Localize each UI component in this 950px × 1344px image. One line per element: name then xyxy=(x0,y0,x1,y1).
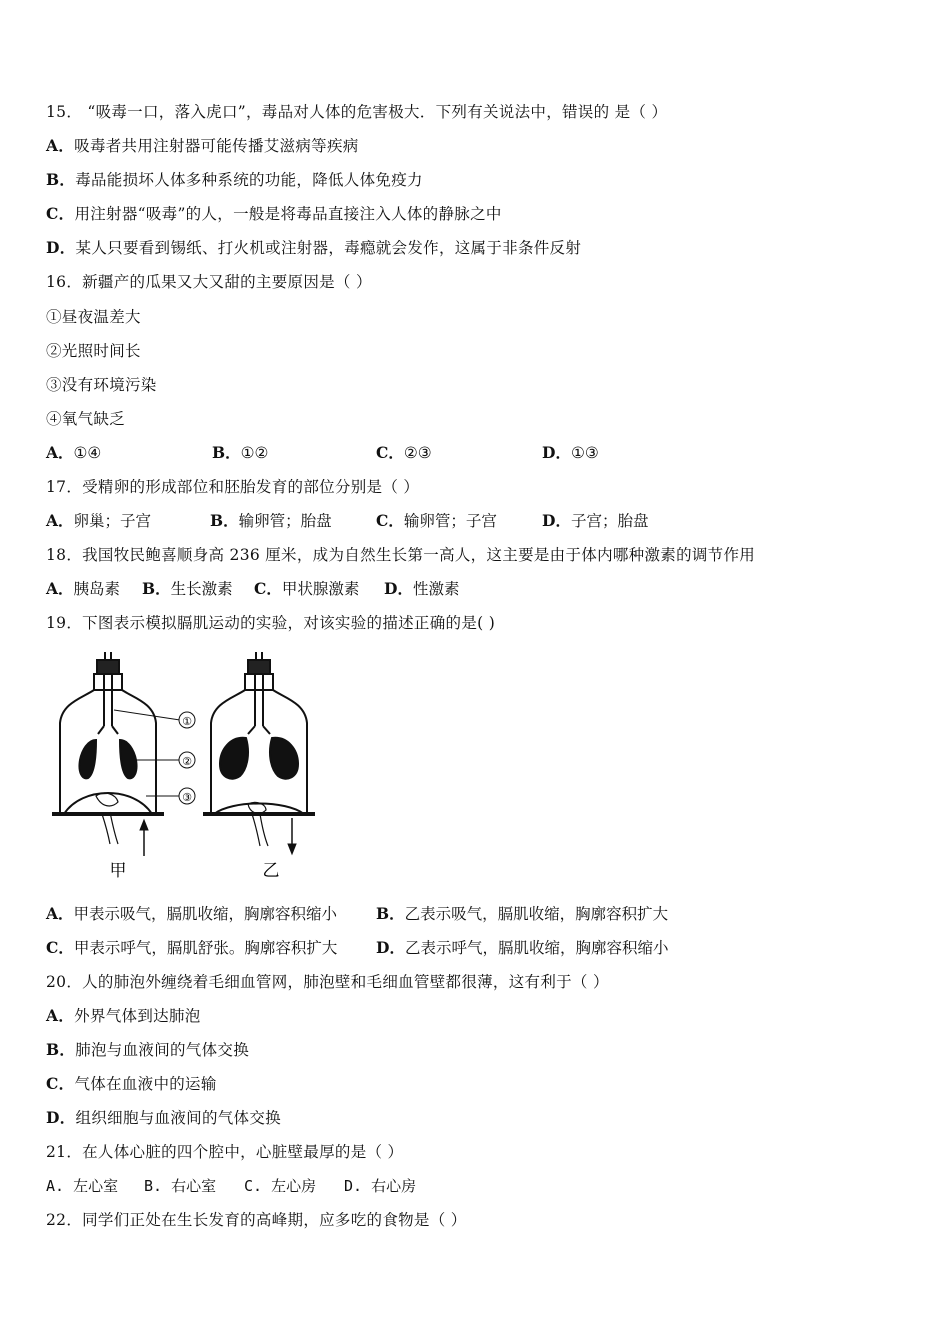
q16-option-c xyxy=(376,443,432,463)
option-label: D. xyxy=(344,1177,372,1195)
option-label: B． xyxy=(210,511,239,530)
option-label: C． xyxy=(254,579,282,598)
option-label: B． xyxy=(376,904,405,923)
callout-1 xyxy=(179,712,195,728)
q18-option-d xyxy=(384,579,459,599)
q15-option-a xyxy=(46,136,359,156)
q17-option-c xyxy=(376,511,497,531)
option-label: D． xyxy=(376,938,405,957)
left-jar xyxy=(52,652,180,856)
q20-option-a xyxy=(46,1006,201,1026)
option-text: ①③ xyxy=(570,444,599,462)
right-jar xyxy=(203,652,315,854)
callout-3 xyxy=(179,788,195,804)
q19-option-d xyxy=(376,938,668,958)
caption-jia: 甲 xyxy=(109,861,127,881)
option-label: C． xyxy=(46,1074,75,1093)
option-label: C. xyxy=(244,1177,272,1195)
q16-item-2: ②光照时间长 xyxy=(46,342,141,360)
callout-2-text: ② xyxy=(182,755,192,768)
option-label: A． xyxy=(46,136,75,155)
option-label: D． xyxy=(46,238,76,257)
q17-option-d xyxy=(542,511,648,531)
option-text: ②③ xyxy=(403,444,432,462)
option-text: 子宫；胎盘 xyxy=(570,512,649,530)
option-text: 性激素 xyxy=(412,580,460,598)
option-label: A． xyxy=(46,443,74,462)
option-text: 卵巢；子宫 xyxy=(73,512,152,530)
option-label: D． xyxy=(46,1108,76,1127)
option-text: ①② xyxy=(240,444,269,462)
callout-1-text: ① xyxy=(182,715,192,728)
option-label: A． xyxy=(46,511,74,530)
option-text: 肺泡与血液间的气体交换 xyxy=(75,1041,250,1059)
option-label: A． xyxy=(46,904,74,923)
option-label: C． xyxy=(376,443,404,462)
q19-option-c xyxy=(46,938,337,958)
option-label: A． xyxy=(46,579,74,598)
option-label: A. xyxy=(46,1177,74,1195)
q19-option-a xyxy=(46,904,337,924)
q19-stem: 19．下图表示模拟膈肌运动的实验，对该实验的描述正确的是( ) xyxy=(46,614,496,632)
option-label: B. xyxy=(144,1177,172,1195)
option-label: A． xyxy=(46,1006,75,1025)
q16-option-b xyxy=(212,443,268,463)
option-text: 右心房 xyxy=(371,1177,417,1195)
q16-option-a xyxy=(46,443,101,463)
option-text: 甲表示呼气，膈肌舒张。胸廓容积扩大 xyxy=(73,939,338,957)
option-label: D． xyxy=(542,511,571,530)
callout-2 xyxy=(179,752,195,768)
q15-stem: 15． “吸毒一口，落入虎口”，毒品对人体的危害极大．下列有关说法中，错误的 是（ ） xyxy=(46,103,668,121)
q17-option-a xyxy=(46,511,151,531)
q18-stem: 18．我国牧民鲍喜顺身高 236 厘米，成为自然生长第一高人，这主要是由于体内哪种激素的调节作用 xyxy=(46,546,756,564)
q21-option-d xyxy=(344,1176,416,1196)
option-text: 毒品能损坏人体多种系统的功能，降低人体免疫力 xyxy=(75,171,423,189)
option-text: 组织细胞与血液间的气体交换 xyxy=(75,1109,281,1127)
q16-option-d xyxy=(542,443,599,463)
q15-option-d xyxy=(46,238,581,258)
option-text: 吸毒者共用注射器可能传播艾滋病等疾病 xyxy=(74,137,359,155)
q18-option-c xyxy=(254,579,359,599)
q21-stem: 21．在人体心脏的四个腔中，心脏壁最厚的是（ ） xyxy=(46,1143,404,1161)
q21-option-c xyxy=(244,1176,316,1196)
option-text: 输卵管；胎盘 xyxy=(238,512,332,530)
option-text: 右心室 xyxy=(171,1177,217,1195)
diaphragm-model-figure xyxy=(52,648,352,888)
q16-item-4: ④氧气缺乏 xyxy=(46,410,126,428)
q18-option-a xyxy=(46,579,120,599)
option-text: 甲表示吸气，膈肌收缩，胸廓容积缩小 xyxy=(73,905,338,923)
option-label: B． xyxy=(46,1040,76,1059)
q22-stem: 22．同学们正处在生长发育的高峰期，应多吃的食物是（ ） xyxy=(46,1211,467,1229)
option-text: 生长激素 xyxy=(170,580,233,598)
option-text: 用注射器“吸毒”的人，一般是将毒品直接注入人体的静脉之中 xyxy=(74,205,502,223)
option-text: 左心室 xyxy=(73,1177,119,1195)
q20-stem: 20．人的肺泡外缠绕着毛细血管网，肺泡壁和毛细血管壁都很薄，这有利于（ ） xyxy=(46,973,609,991)
option-text: 某人只要看到锡纸、打火机或注射器，毒瘾就会发作，这属于非条件反射 xyxy=(75,239,582,257)
option-text: 左心房 xyxy=(271,1177,317,1195)
option-text: 甲状腺激素 xyxy=(281,580,360,598)
option-label: C． xyxy=(376,511,404,530)
q16-stem: 16．新疆产的瓜果又大又甜的主要原因是（ ） xyxy=(46,273,372,291)
option-text: ①④ xyxy=(73,444,102,462)
option-label: C． xyxy=(46,204,75,223)
q21-option-a xyxy=(46,1176,118,1196)
option-text: 外界气体到达肺泡 xyxy=(74,1007,201,1025)
q16-item-1: ①昼夜温差大 xyxy=(46,308,141,326)
callout-3-text: ③ xyxy=(182,791,192,804)
q15-option-c xyxy=(46,204,502,224)
option-label: B． xyxy=(212,443,241,462)
q20-option-d xyxy=(46,1108,281,1128)
option-text: 气体在血液中的运输 xyxy=(74,1075,217,1093)
option-label: B． xyxy=(142,579,171,598)
q17-option-b xyxy=(210,511,332,531)
option-label: C． xyxy=(46,938,74,957)
option-label: D． xyxy=(542,443,571,462)
bell-jar-diagram xyxy=(52,648,352,888)
q20-option-c xyxy=(46,1074,217,1094)
q17-stem: 17．受精卵的形成部位和胚胎发育的部位分别是（ ） xyxy=(46,478,420,496)
q19-option-b xyxy=(376,904,668,924)
option-label: D． xyxy=(384,579,413,598)
option-text: 输卵管；子宫 xyxy=(403,512,497,530)
option-text: 乙表示吸气，膈肌收缩，胸廓容积扩大 xyxy=(404,905,669,923)
option-text: 乙表示呼气，膈肌收缩，胸廓容积缩小 xyxy=(404,939,669,957)
q16-item-3: ③没有环境污染 xyxy=(46,376,157,394)
q18-option-b xyxy=(142,579,233,599)
q20-option-b xyxy=(46,1040,249,1060)
caption-yi: 乙 xyxy=(262,861,280,881)
option-label: B． xyxy=(46,170,76,189)
q15-option-b xyxy=(46,170,423,190)
q21-option-b xyxy=(144,1176,216,1196)
option-text: 胰岛素 xyxy=(73,580,121,598)
